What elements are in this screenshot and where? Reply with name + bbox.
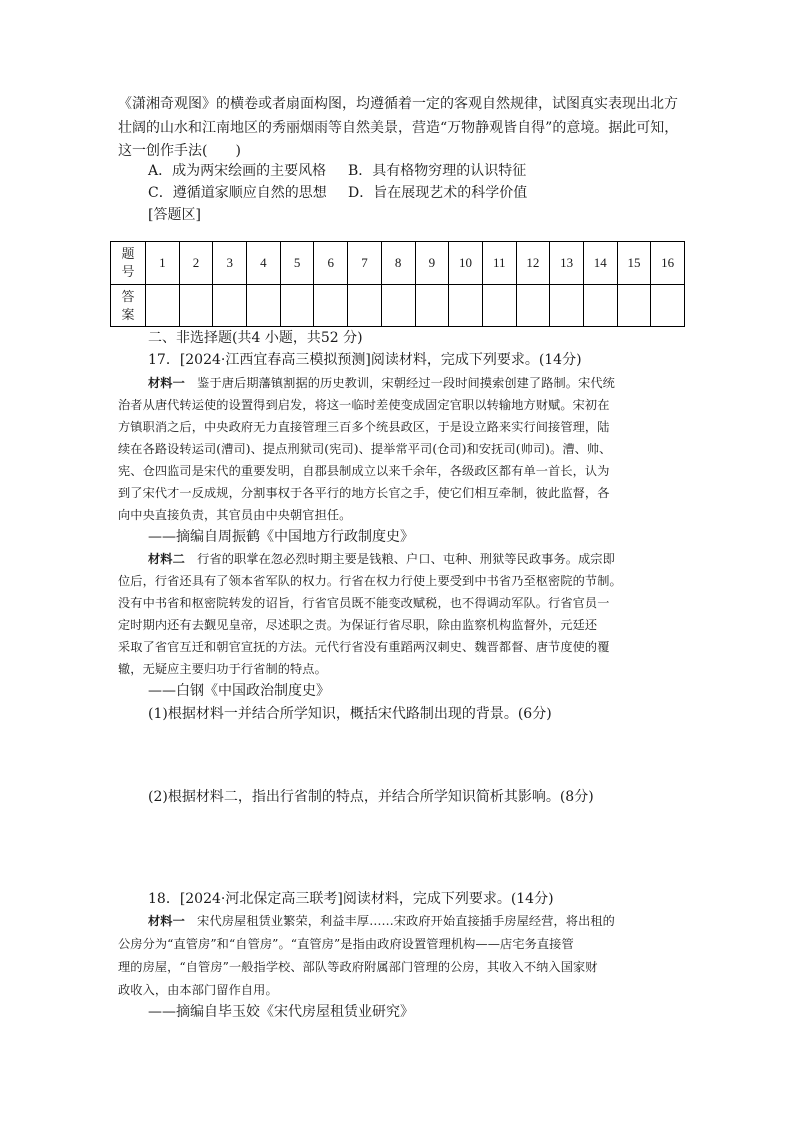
section2-title: 二、非选择题(共4 小题，共52 分)	[148, 330, 363, 346]
q18-material1-line4: 政收入，由本部门留作自用。	[118, 983, 278, 997]
question-number: 12	[516, 242, 550, 285]
q16-stem-line1: 《潇湘奇观图》的横卷或者扇面构图，均遵循着一定的客观自然规律，试图真实表现出北方	[118, 96, 678, 112]
q17-question2: (2)根据材料二，指出行省制的特点，并结合所学知识简析其影响。(8分)	[148, 789, 594, 805]
q17-material1-line6: 到了宋代才一反成规，分割事权于各平行的地方长官之手，使它们相互牵制，彼此监督，各	[118, 486, 610, 500]
q17-material2-source: ——白钢《中国政治制度史》	[148, 683, 330, 699]
question-number: 5	[280, 242, 314, 285]
q17-material1-label: 材料一	[148, 376, 185, 390]
question-number: 7	[348, 242, 382, 285]
q18-material1-line3: 理的房屋，“自管房”一般指学校、部队等政府附属部门管理的公房，其收入不纳入国家财	[118, 960, 598, 974]
question-number: 2	[179, 242, 213, 285]
answer-cell[interactable]	[415, 285, 449, 327]
q18-material1-line2: 公房分为“直管房”和“自管房”。“直管房”是指由政府设置管理机构——店宅务直接管	[118, 937, 574, 951]
number-header-char1: 题	[121, 246, 135, 261]
q16-option-b: B．具有格物穷理的认识特征	[348, 163, 527, 179]
q18-material1-text: 宋代房屋租赁业繁荣，利益丰厚……宋政府开始直接插手房屋经营，将出租的	[197, 914, 615, 928]
answer-header-char1: 答	[121, 288, 135, 304]
answer-cell[interactable]	[482, 285, 516, 327]
q17-material2-line3: 没有中书省和枢密院转发的诏旨，行省官员既不能变改赋税，也不得调动军队。行省官员一	[118, 596, 610, 610]
question-number: 8	[381, 242, 415, 285]
answer-cell[interactable]	[550, 285, 584, 327]
answer-cell[interactable]	[516, 285, 550, 327]
q17-material1-line7: 向中央直接负责，其官员由中央朝官担任。	[118, 508, 352, 522]
answer-cell[interactable]	[247, 285, 281, 327]
answer-cell[interactable]	[617, 285, 651, 327]
question-number: 4	[247, 242, 281, 285]
question-number: 15	[617, 242, 651, 285]
answer-cell[interactable]	[213, 285, 247, 327]
answer-row-header	[111, 285, 146, 327]
q17-material1-line4: 续在各路设转运司(漕司)、提点刑狱司(宪司)、提举常平司(仓司)和安抚司(帅司)。漕、帅、	[118, 442, 612, 456]
q16-option-c: C．遵循道家顺应自然的思想	[148, 185, 327, 201]
q17-material2-text: 行省的职掌在忽必烈时期主要是钱粮、户口、屯种、刑狱等民政事务。成宗即	[197, 552, 615, 566]
q16-option-d: D．旨在展现艺术的科学价值	[348, 185, 528, 201]
q17-material2-line2: 位后，行省还具有了领本省军队的权力。行省在权力行使上要受到中书省乃至枢密院的节制。	[118, 574, 622, 588]
question-number: 13	[550, 242, 584, 285]
q17-material2-line1	[148, 548, 710, 570]
answer-header-char2: 案	[121, 306, 135, 322]
q17-material2-line6: 辙，无疑应主要归功于行省制的特点。	[118, 662, 327, 676]
question-number: 9	[415, 242, 449, 285]
number-row-header	[111, 242, 146, 285]
q18-material1-source: ——摘编自毕玉姣《宋代房屋租赁业研究》	[148, 1004, 414, 1020]
answer-cell[interactable]	[583, 285, 617, 327]
q18-material1-label: 材料一	[148, 914, 185, 928]
q17-material1-line1	[148, 372, 710, 394]
question-number: 16	[651, 242, 685, 285]
q17-question1: (1)根据材料一并结合所学知识，概括宋代路制出现的背景。(6分)	[148, 706, 552, 722]
answer-area-label: [答题区]	[148, 207, 201, 223]
answer-cell[interactable]	[651, 285, 685, 327]
q17-material1-line2: 治者从唐代转运使的设置得到启发，将这一临时差使变成固定官职以转输地方财赋。宋初在	[118, 398, 610, 412]
q18-header: 18．[2024·河北保定高三联考]阅读材料，完成下列要求。(14分)	[148, 891, 554, 907]
question-number: 1	[146, 242, 180, 285]
q16-stem-line2: 壮阔的山水和江南地区的秀丽烟雨等自然美景，营造“万物静观皆自得”的意境。据此可知，	[118, 120, 679, 136]
question-number: 10	[449, 242, 483, 285]
q17-material2-line4: 定时期内还有去觐见皇帝，尽述职之责。为保证行省尽职，除由监察机构监督外，元廷还	[118, 618, 598, 632]
answer-table	[110, 241, 685, 327]
q17-material1-line5: 宪、仓四监司是宋代的重要发明，自郡县制成立以来千余年，各级政区都有单一首长，认为	[118, 464, 610, 478]
answer-table-answer-row	[111, 285, 685, 327]
answer-cell[interactable]	[381, 285, 415, 327]
answer-table-number-row	[111, 242, 685, 285]
q18-material1-line1	[148, 910, 710, 932]
q16-option-a: A．成为两宋绘画的主要风格	[148, 163, 327, 179]
answer-cell[interactable]	[449, 285, 483, 327]
q17-material1-line3: 方镇职消之后，中央政府无力直接管理三百多个统县政区，于是设立路来实行间接管理，陆	[118, 420, 610, 434]
q16-stem-line3: 这一创作手法( )	[118, 143, 241, 159]
question-number: 3	[213, 242, 247, 285]
answer-cell[interactable]	[146, 285, 180, 327]
q17-material2-label: 材料二	[148, 552, 185, 566]
q17-material2-line5: 采取了省官互迁和朝官宣抚的方法。元代行省没有重蹈两汉刺史、魏晋都督、唐节度使的覆	[118, 640, 610, 654]
q17-material1-text: 鉴于唐后期藩镇割据的历史教训，宋朝经过一段时间摸索创建了路制。宋代统	[197, 376, 615, 390]
q17-material1-source: ——摘编自周振鹤《中国地方行政制度史》	[148, 529, 414, 545]
answer-cell[interactable]	[348, 285, 382, 327]
question-number: 11	[482, 242, 516, 285]
answer-cell[interactable]	[179, 285, 213, 327]
answer-cell[interactable]	[280, 285, 314, 327]
question-number: 6	[314, 242, 348, 285]
number-header-char2: 号	[121, 264, 135, 279]
answer-cell[interactable]	[314, 285, 348, 327]
question-number: 14	[583, 242, 617, 285]
q17-header: 17．[2024·江西宜春高三模拟预测]阅读材料，完成下列要求。(14分)	[148, 352, 582, 368]
